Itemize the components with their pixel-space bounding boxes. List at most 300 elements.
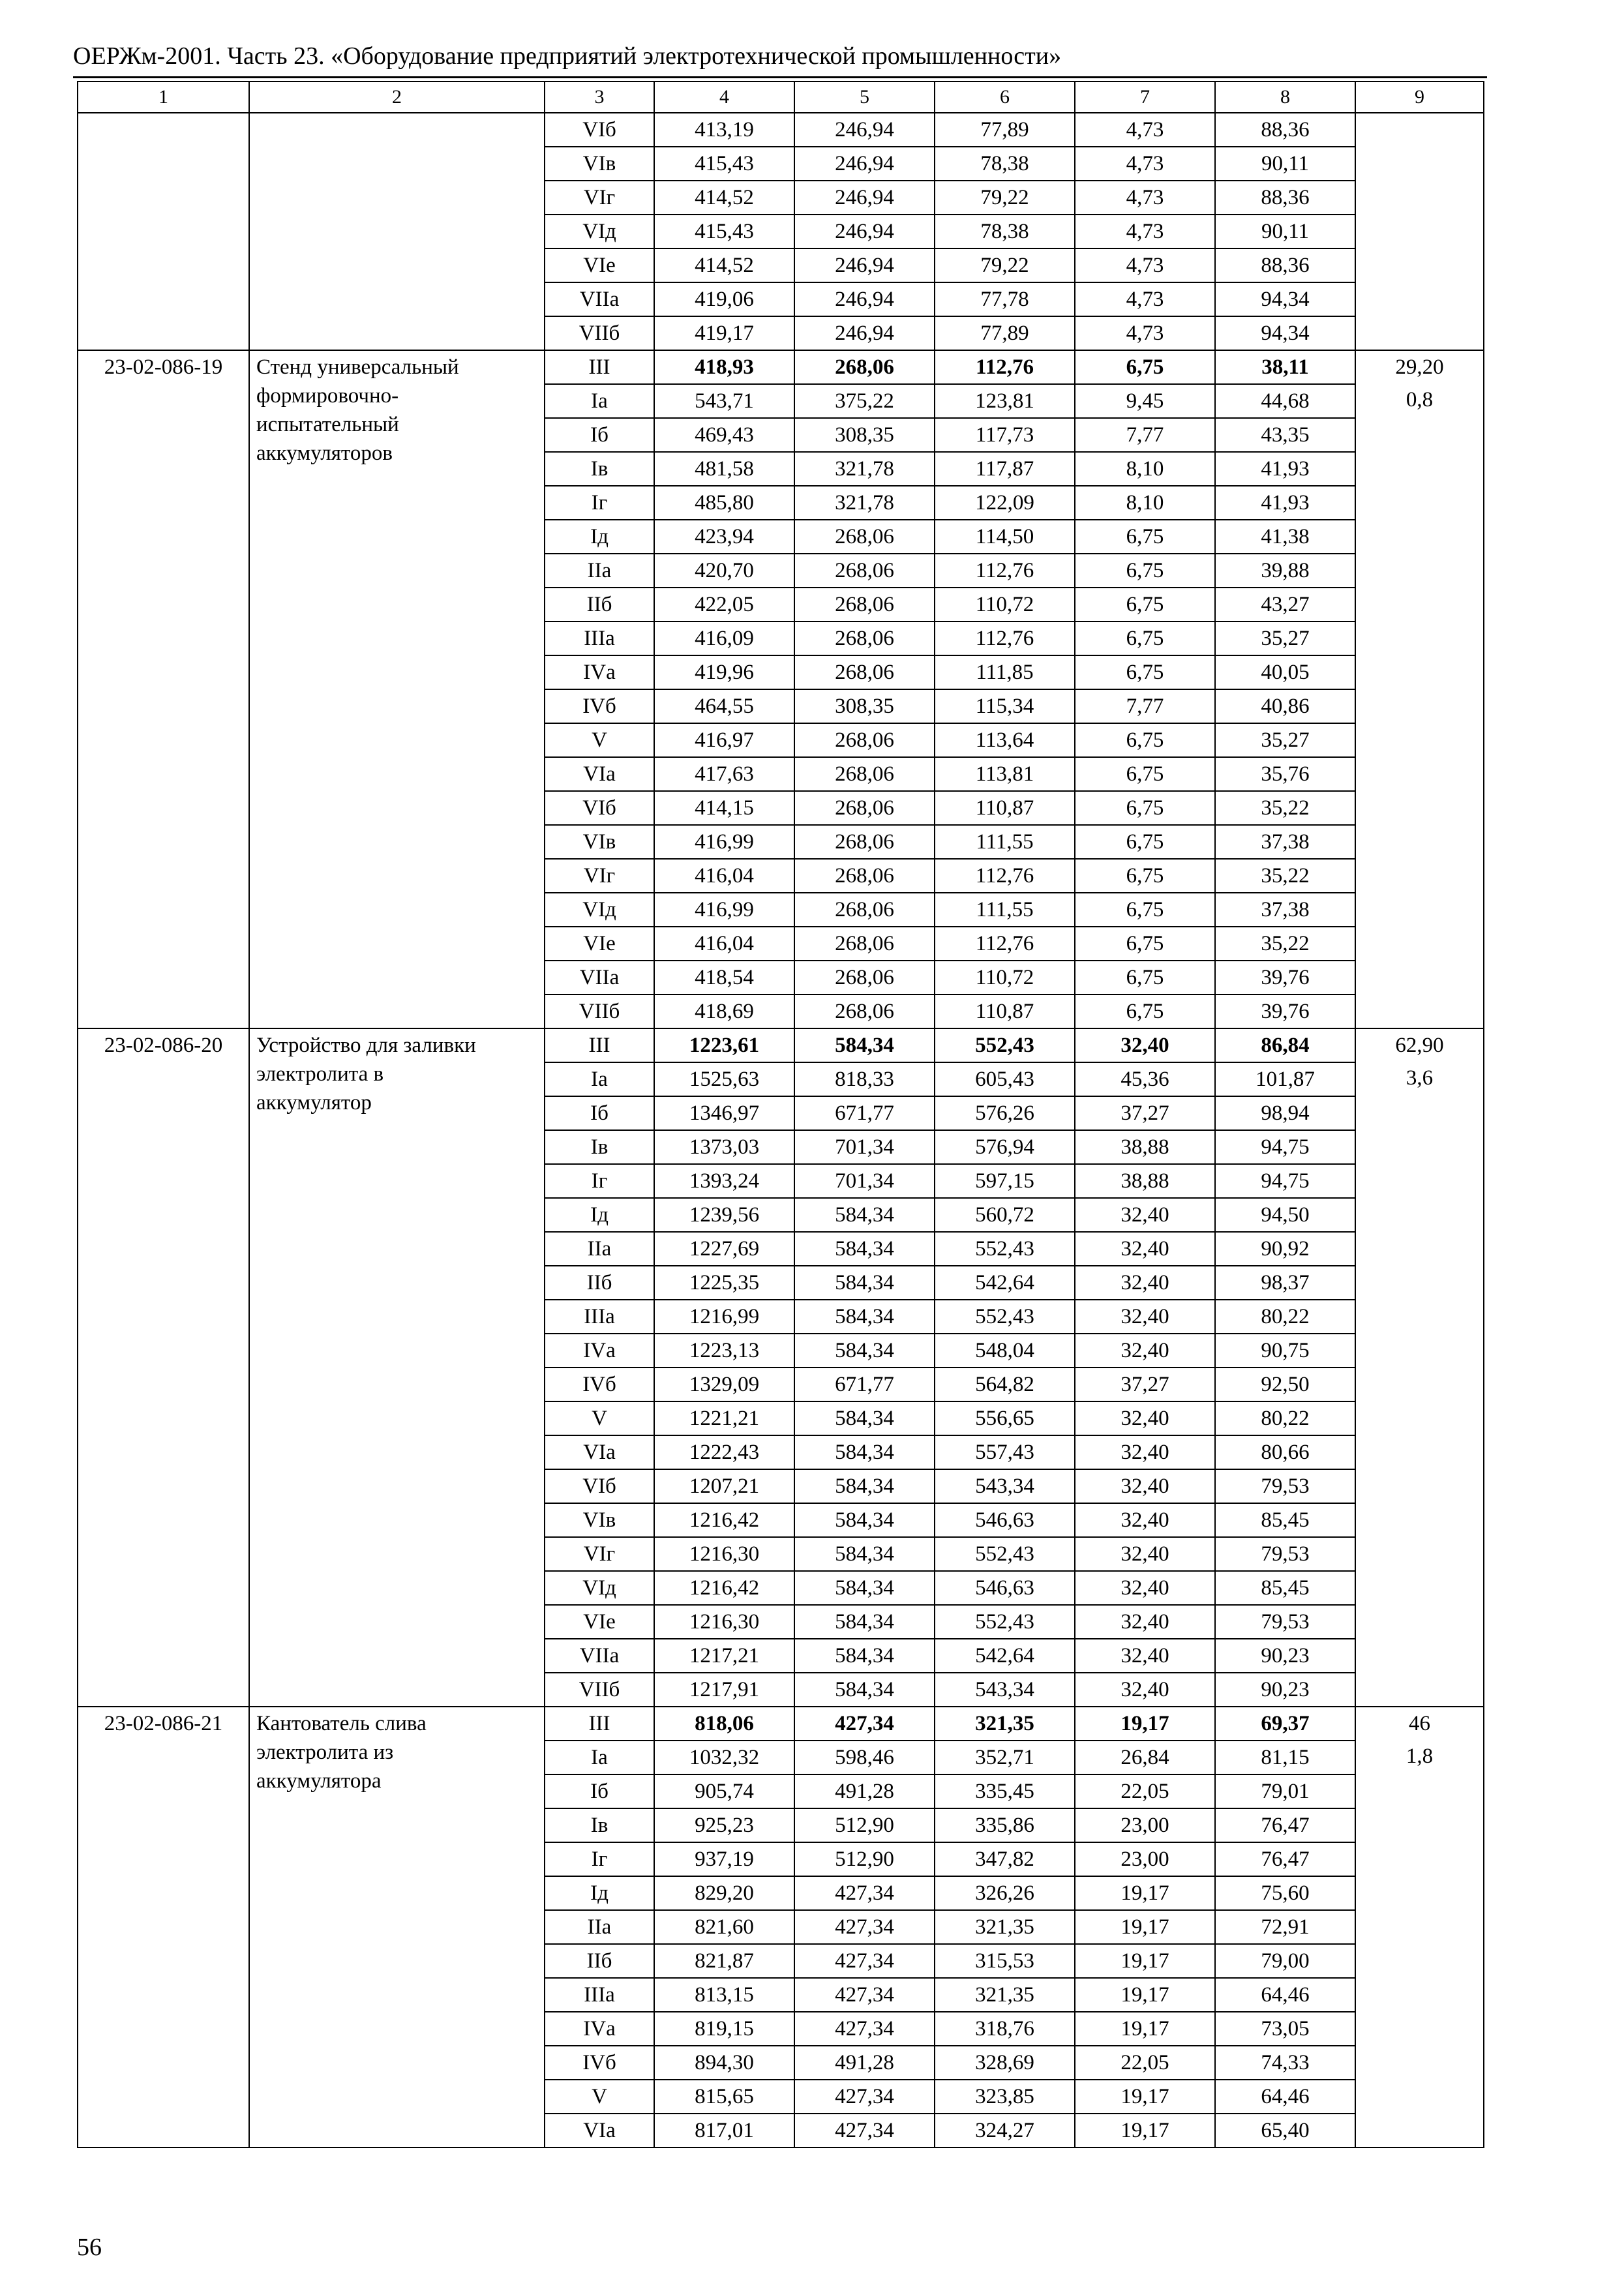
value-cell: 321,35 <box>935 1978 1075 2012</box>
zone-cell: IIб <box>545 588 654 621</box>
value-cell: 543,71 <box>654 384 794 418</box>
value-cell: 546,63 <box>935 1571 1075 1605</box>
value-cell: 1217,21 <box>654 1639 794 1673</box>
value-cell: 4,73 <box>1075 316 1215 350</box>
value-cell: 576,94 <box>935 1130 1075 1164</box>
value-cell: 543,34 <box>935 1469 1075 1503</box>
value-cell: 1217,91 <box>654 1673 794 1707</box>
value-cell: 90,23 <box>1215 1639 1355 1673</box>
value-cell: 38,11 <box>1215 350 1355 384</box>
value-cell: 829,20 <box>654 1876 794 1910</box>
value-cell: 32,40 <box>1075 1605 1215 1639</box>
zone-cell: IIIа <box>545 621 654 655</box>
value-cell: 418,54 <box>654 961 794 995</box>
value-cell: 268,06 <box>794 859 935 893</box>
value-cell: 584,34 <box>794 1673 935 1707</box>
value-cell: 318,76 <box>935 2012 1075 2046</box>
value-cell: 246,94 <box>794 316 935 350</box>
value-cell: 112,76 <box>935 554 1075 588</box>
zone-cell: Iа <box>545 384 654 418</box>
value-cell: 6,75 <box>1075 995 1215 1028</box>
zone-cell: III <box>545 1707 654 1741</box>
column-9-value: 29,20 <box>1395 355 1444 379</box>
value-cell: 19,17 <box>1075 2012 1215 2046</box>
value-cell: 117,73 <box>935 418 1075 452</box>
zone-cell: Iб <box>545 418 654 452</box>
value-cell: 268,06 <box>794 655 935 689</box>
value-cell: 88,36 <box>1215 113 1355 147</box>
value-cell: 1239,56 <box>654 1198 794 1232</box>
value-cell: 41,93 <box>1215 486 1355 520</box>
value-cell: 7,77 <box>1075 418 1215 452</box>
value-cell: 38,88 <box>1075 1130 1215 1164</box>
value-cell: 6,75 <box>1075 893 1215 927</box>
column-number-row <box>78 82 1484 113</box>
value-cell: 584,34 <box>794 1334 935 1368</box>
value-cell: 427,34 <box>794 2114 935 2147</box>
value-cell: 418,93 <box>654 350 794 384</box>
equipment-name-cell <box>249 113 545 350</box>
zone-cell: VIв <box>545 825 654 859</box>
value-cell: 112,76 <box>935 350 1075 384</box>
value-cell: 584,34 <box>794 1266 935 1300</box>
value-cell: 37,38 <box>1215 825 1355 859</box>
value-cell: 427,34 <box>794 1876 935 1910</box>
value-cell: 414,15 <box>654 791 794 825</box>
value-cell: 268,06 <box>794 995 935 1028</box>
value-cell: 113,81 <box>935 757 1075 791</box>
value-cell: 419,96 <box>654 655 794 689</box>
value-cell: 94,50 <box>1215 1198 1355 1232</box>
column-9-value: 46 <box>1409 1712 1430 1735</box>
value-cell: 543,34 <box>935 1673 1075 1707</box>
value-cell: 94,75 <box>1215 1164 1355 1198</box>
zone-cell: Iв <box>545 1808 654 1842</box>
value-cell: 481,58 <box>654 452 794 486</box>
value-cell: 416,99 <box>654 825 794 859</box>
zone-cell: V <box>545 723 654 757</box>
value-cell: 6,75 <box>1075 723 1215 757</box>
zone-cell: IIа <box>545 1232 654 1266</box>
value-cell: 88,36 <box>1215 248 1355 282</box>
value-cell: 491,28 <box>794 2046 935 2080</box>
value-cell: 22,05 <box>1075 1774 1215 1808</box>
value-cell: 112,76 <box>935 927 1075 961</box>
zone-cell: VIа <box>545 1435 654 1469</box>
value-cell: 671,77 <box>794 1096 935 1130</box>
value-cell: 321,78 <box>794 486 935 520</box>
value-cell: 80,22 <box>1215 1401 1355 1435</box>
zone-cell: VIб <box>545 1469 654 1503</box>
column-number: 1 <box>78 82 249 113</box>
value-cell: 584,34 <box>794 1300 935 1334</box>
value-cell: 1032,32 <box>654 1741 794 1774</box>
value-cell: 542,64 <box>935 1639 1075 1673</box>
value-cell: 552,43 <box>935 1300 1075 1334</box>
zone-cell: IIб <box>545 1944 654 1978</box>
value-cell: 19,17 <box>1075 1876 1215 1910</box>
column-9-cell <box>1355 1707 1484 2147</box>
value-cell: 584,34 <box>794 1028 935 1062</box>
zone-cell: IVа <box>545 2012 654 2046</box>
value-cell: 560,72 <box>935 1198 1075 1232</box>
value-cell: 427,34 <box>794 1910 935 1944</box>
value-cell: 26,84 <box>1075 1741 1215 1774</box>
value-cell: 1346,97 <box>654 1096 794 1130</box>
value-cell: 111,55 <box>935 893 1075 927</box>
value-cell: 326,26 <box>935 1876 1075 1910</box>
column-9-cell <box>1355 1028 1484 1707</box>
column-number: 9 <box>1355 82 1484 113</box>
value-cell: 112,76 <box>935 621 1075 655</box>
value-cell: 321,35 <box>935 1707 1075 1741</box>
zone-cell: III <box>545 1028 654 1062</box>
value-cell: 1216,42 <box>654 1503 794 1537</box>
value-cell: 491,28 <box>794 1774 935 1808</box>
header-rule <box>73 76 1487 78</box>
value-cell: 8,10 <box>1075 452 1215 486</box>
value-cell: 1525,63 <box>654 1062 794 1096</box>
value-cell: 268,06 <box>794 893 935 927</box>
column-9-value: 1,8 <box>1406 1744 1434 1768</box>
zone-cell: VIа <box>545 2114 654 2147</box>
value-cell: 6,75 <box>1075 859 1215 893</box>
equipment-name <box>256 113 544 115</box>
value-cell: 413,19 <box>654 113 794 147</box>
value-cell: 427,34 <box>794 1944 935 1978</box>
value-cell: 35,27 <box>1215 723 1355 757</box>
value-cell: 69,37 <box>1215 1707 1355 1741</box>
value-cell: 427,34 <box>794 1978 935 2012</box>
zone-cell: VIб <box>545 113 654 147</box>
value-cell: 416,04 <box>654 859 794 893</box>
value-cell: 77,89 <box>935 113 1075 147</box>
zone-cell: IVа <box>545 655 654 689</box>
value-cell: 110,87 <box>935 995 1075 1028</box>
value-cell: 584,34 <box>794 1469 935 1503</box>
column-number: 4 <box>654 82 794 113</box>
zone-cell: IIа <box>545 1910 654 1944</box>
value-cell: 79,01 <box>1215 1774 1355 1808</box>
value-cell: 4,73 <box>1075 147 1215 181</box>
value-cell: 32,40 <box>1075 1028 1215 1062</box>
zone-cell: VIе <box>545 927 654 961</box>
zone-cell: VIв <box>545 147 654 181</box>
table-row <box>78 113 1484 147</box>
value-cell: 23,00 <box>1075 1808 1215 1842</box>
value-cell: 817,01 <box>654 2114 794 2147</box>
value-cell: 79,22 <box>935 181 1075 215</box>
equipment-name: Кантователь слива электролита из аккумулятора <box>256 1712 427 1793</box>
document-header: ОЕРЖм-2001. Часть 23. «Оборудование предприятий электротехнической промышленности» <box>73 42 1062 70</box>
value-cell: 821,87 <box>654 1944 794 1978</box>
value-cell: 78,38 <box>935 215 1075 248</box>
value-cell: 584,34 <box>794 1639 935 1673</box>
value-cell: 111,55 <box>935 825 1075 859</box>
value-cell: 464,55 <box>654 689 794 723</box>
value-cell: 308,35 <box>794 418 935 452</box>
value-cell: 4,73 <box>1075 248 1215 282</box>
value-cell: 416,09 <box>654 621 794 655</box>
value-cell: 414,52 <box>654 248 794 282</box>
value-cell: 414,52 <box>654 181 794 215</box>
value-cell: 1216,42 <box>654 1571 794 1605</box>
value-cell: 813,15 <box>654 1978 794 2012</box>
value-cell: 35,22 <box>1215 859 1355 893</box>
value-cell: 39,76 <box>1215 961 1355 995</box>
value-cell: 6,75 <box>1075 655 1215 689</box>
column-number: 7 <box>1075 82 1215 113</box>
value-cell: 335,45 <box>935 1774 1075 1808</box>
zone-cell: IVа <box>545 1334 654 1368</box>
value-cell: 469,43 <box>654 418 794 452</box>
rate-code: 23-02-086-20 <box>78 1028 249 1707</box>
value-cell: 40,05 <box>1215 655 1355 689</box>
value-cell: 85,45 <box>1215 1503 1355 1537</box>
value-cell: 79,53 <box>1215 1605 1355 1639</box>
value-cell: 423,94 <box>654 520 794 554</box>
value-cell: 9,45 <box>1075 384 1215 418</box>
value-cell: 111,85 <box>935 655 1075 689</box>
zone-cell: VIг <box>545 1537 654 1571</box>
zone-cell: VIIа <box>545 282 654 316</box>
zone-cell: VIг <box>545 181 654 215</box>
value-cell: 246,94 <box>794 181 935 215</box>
value-cell: 512,90 <box>794 1842 935 1876</box>
value-cell: 7,77 <box>1075 689 1215 723</box>
value-cell: 268,06 <box>794 350 935 384</box>
value-cell: 328,69 <box>935 2046 1075 2080</box>
column-number: 2 <box>249 82 545 113</box>
value-cell: 246,94 <box>794 248 935 282</box>
value-cell: 268,06 <box>794 791 935 825</box>
value-cell: 597,15 <box>935 1164 1075 1198</box>
value-cell: 552,43 <box>935 1605 1075 1639</box>
value-cell: 584,34 <box>794 1435 935 1469</box>
value-cell: 79,22 <box>935 248 1075 282</box>
value-cell: 818,06 <box>654 1707 794 1741</box>
value-cell: 123,81 <box>935 384 1075 418</box>
value-cell: 552,43 <box>935 1232 1075 1266</box>
value-cell: 347,82 <box>935 1842 1075 1876</box>
value-cell: 552,43 <box>935 1537 1075 1571</box>
zone-cell: IVб <box>545 689 654 723</box>
value-cell: 72,91 <box>1215 1910 1355 1944</box>
value-cell: 894,30 <box>654 2046 794 2080</box>
zone-cell: VIIа <box>545 961 654 995</box>
rate-code: 23-02-086-19 <box>78 350 249 1028</box>
value-cell: 37,27 <box>1075 1096 1215 1130</box>
value-cell: 39,88 <box>1215 554 1355 588</box>
value-cell: 584,34 <box>794 1232 935 1266</box>
value-cell: 584,34 <box>794 1198 935 1232</box>
value-cell: 584,34 <box>794 1503 935 1537</box>
equipment-name: Устройство для заливки электролита в аккумулятор <box>256 1034 476 1115</box>
value-cell: 415,43 <box>654 147 794 181</box>
value-cell: 40,86 <box>1215 689 1355 723</box>
value-cell: 90,11 <box>1215 215 1355 248</box>
value-cell: 1207,21 <box>654 1469 794 1503</box>
value-cell: 6,75 <box>1075 927 1215 961</box>
zone-cell: VIв <box>545 1503 654 1537</box>
value-cell: 552,43 <box>935 1028 1075 1062</box>
zone-cell: VIIб <box>545 995 654 1028</box>
value-cell: 419,17 <box>654 316 794 350</box>
value-cell: 512,90 <box>794 1808 935 1842</box>
value-cell: 4,73 <box>1075 113 1215 147</box>
value-cell: 576,26 <box>935 1096 1075 1130</box>
value-cell: 32,40 <box>1075 1571 1215 1605</box>
value-cell: 246,94 <box>794 282 935 316</box>
value-cell: 112,76 <box>935 859 1075 893</box>
value-cell: 268,06 <box>794 621 935 655</box>
equipment-name-cell <box>249 1028 545 1707</box>
column-9-value: 3,6 <box>1406 1066 1434 1090</box>
value-cell: 548,04 <box>935 1334 1075 1368</box>
page-number: 56 <box>77 2234 102 2261</box>
zone-cell: Iа <box>545 1062 654 1096</box>
zone-cell: IVб <box>545 2046 654 2080</box>
column-number: 5 <box>794 82 935 113</box>
zone-cell: IIIа <box>545 1978 654 2012</box>
value-cell: 352,71 <box>935 1741 1075 1774</box>
value-cell: 819,15 <box>654 2012 794 2046</box>
value-cell: 1373,03 <box>654 1130 794 1164</box>
zone-cell: VIа <box>545 757 654 791</box>
column-number: 8 <box>1215 82 1355 113</box>
value-cell: 419,06 <box>654 282 794 316</box>
value-cell: 415,43 <box>654 215 794 248</box>
zone-cell: VIд <box>545 215 654 248</box>
value-cell: 75,60 <box>1215 1876 1355 1910</box>
value-cell: 1216,30 <box>654 1605 794 1639</box>
value-cell: 268,06 <box>794 588 935 621</box>
value-cell: 1216,99 <box>654 1300 794 1334</box>
column-number: 6 <box>935 82 1075 113</box>
equipment-name-cell <box>249 350 545 1028</box>
value-cell: 76,47 <box>1215 1808 1355 1842</box>
value-cell: 32,40 <box>1075 1673 1215 1707</box>
value-cell: 246,94 <box>794 215 935 248</box>
value-cell: 32,40 <box>1075 1435 1215 1469</box>
value-cell: 6,75 <box>1075 961 1215 995</box>
value-cell: 6,75 <box>1075 621 1215 655</box>
value-cell: 32,40 <box>1075 1503 1215 1537</box>
value-cell: 19,17 <box>1075 1978 1215 2012</box>
value-cell: 19,17 <box>1075 2114 1215 2147</box>
value-cell: 6,75 <box>1075 825 1215 859</box>
zone-cell: IIа <box>545 554 654 588</box>
value-cell: 44,68 <box>1215 384 1355 418</box>
zone-cell: Iг <box>545 1164 654 1198</box>
zone-cell: Iд <box>545 1198 654 1232</box>
value-cell: 73,05 <box>1215 2012 1355 2046</box>
value-cell: 1222,43 <box>654 1435 794 1469</box>
value-cell: 94,34 <box>1215 316 1355 350</box>
value-cell: 85,45 <box>1215 1571 1355 1605</box>
value-cell: 19,17 <box>1075 2080 1215 2114</box>
value-cell: 90,92 <box>1215 1232 1355 1266</box>
value-cell: 19,17 <box>1075 1944 1215 1978</box>
value-cell: 64,46 <box>1215 2080 1355 2114</box>
value-cell: 1216,30 <box>654 1537 794 1571</box>
value-cell: 6,75 <box>1075 554 1215 588</box>
zone-cell: VIIб <box>545 1673 654 1707</box>
value-cell: 671,77 <box>794 1368 935 1401</box>
zone-cell: Iб <box>545 1096 654 1130</box>
value-cell: 584,34 <box>794 1401 935 1435</box>
value-cell: 268,06 <box>794 927 935 961</box>
value-cell: 110,72 <box>935 588 1075 621</box>
value-cell: 701,34 <box>794 1164 935 1198</box>
value-cell: 32,40 <box>1075 1232 1215 1266</box>
value-cell: 6,75 <box>1075 588 1215 621</box>
zone-cell: VIIб <box>545 316 654 350</box>
zone-cell: V <box>545 1401 654 1435</box>
value-cell: 4,73 <box>1075 215 1215 248</box>
zone-cell: Iг <box>545 486 654 520</box>
value-cell: 427,34 <box>794 2012 935 2046</box>
value-cell: 605,43 <box>935 1062 1075 1096</box>
value-cell: 6,75 <box>1075 757 1215 791</box>
zone-cell: Iв <box>545 452 654 486</box>
rate-code: 23-02-086-21 <box>78 1707 249 2147</box>
value-cell: 79,53 <box>1215 1537 1355 1571</box>
value-cell: 22,05 <box>1075 2046 1215 2080</box>
value-cell: 92,50 <box>1215 1368 1355 1401</box>
value-cell: 584,34 <box>794 1537 935 1571</box>
value-cell: 43,35 <box>1215 418 1355 452</box>
value-cell: 90,11 <box>1215 147 1355 181</box>
value-cell: 81,15 <box>1215 1741 1355 1774</box>
value-cell: 1223,13 <box>654 1334 794 1368</box>
value-cell: 94,34 <box>1215 282 1355 316</box>
value-cell: 925,23 <box>654 1808 794 1842</box>
value-cell: 41,93 <box>1215 452 1355 486</box>
column-9-value: 62,90 <box>1395 1034 1444 1057</box>
zone-cell: III <box>545 350 654 384</box>
value-cell: 32,40 <box>1075 1469 1215 1503</box>
value-cell: 315,53 <box>935 1944 1075 1978</box>
value-cell: 86,84 <box>1215 1028 1355 1062</box>
value-cell: 32,40 <box>1075 1334 1215 1368</box>
value-cell: 701,34 <box>794 1130 935 1164</box>
value-cell: 905,74 <box>654 1774 794 1808</box>
zone-cell: Iд <box>545 1876 654 1910</box>
zone-cell: VIе <box>545 1605 654 1639</box>
value-cell: 4,73 <box>1075 282 1215 316</box>
value-cell: 268,06 <box>794 520 935 554</box>
value-cell: 815,65 <box>654 2080 794 2114</box>
value-cell: 32,40 <box>1075 1300 1215 1334</box>
column-number: 3 <box>545 82 654 113</box>
value-cell: 937,19 <box>654 1842 794 1876</box>
value-cell: 122,09 <box>935 486 1075 520</box>
value-cell: 584,34 <box>794 1571 935 1605</box>
zone-cell: VIг <box>545 859 654 893</box>
value-cell: 110,72 <box>935 961 1075 995</box>
zone-cell: VIб <box>545 791 654 825</box>
value-cell: 6,75 <box>1075 791 1215 825</box>
value-cell: 35,22 <box>1215 927 1355 961</box>
value-cell: 246,94 <box>794 113 935 147</box>
zone-cell: Iв <box>545 1130 654 1164</box>
value-cell: 485,80 <box>654 486 794 520</box>
value-cell: 37,27 <box>1075 1368 1215 1401</box>
zone-cell: Iг <box>545 1842 654 1876</box>
value-cell: 1227,69 <box>654 1232 794 1266</box>
value-cell: 321,78 <box>794 452 935 486</box>
